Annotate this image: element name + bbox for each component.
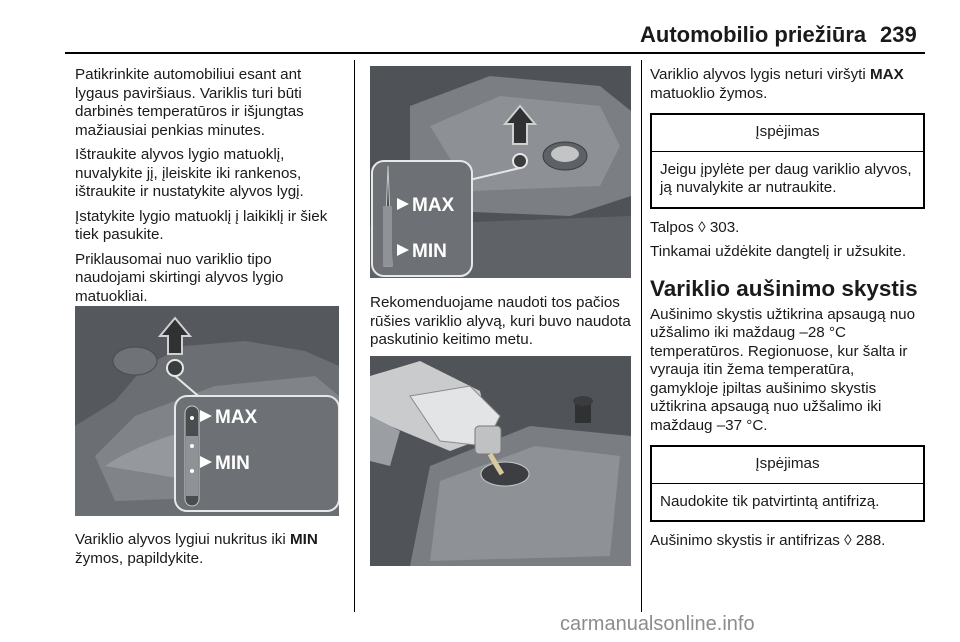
column-divider-2 (641, 60, 642, 612)
paragraph-pull-dipstick: Ištraukite alyvos lygio matuoklį, nuvalykite jį, įleiskite iki rankenos, ištraukite ir nustatykite alyvos lygį. (75, 146, 304, 200)
warning-body-1: Jeigu įpylėte per daug variklio alyvos, ją nuvalykite ar nutraukite. (660, 160, 912, 196)
watermark: carmanualsonline.info (560, 613, 755, 635)
engine-dipstick-illustration-1 (75, 306, 339, 516)
warning-box-antifreeze (650, 445, 925, 522)
page-header-title: Automobilio priežiūra (640, 22, 867, 47)
max-text-after: matuoklio žymos. (650, 84, 768, 102)
min-label-1: MIN (215, 453, 250, 474)
reference-capacities[interactable]: Talpos ◊ 303. (650, 218, 740, 236)
oil-pouring-illustration (370, 356, 631, 566)
max-label-1: MAX (215, 407, 258, 428)
refill-text-before: Variklio alyvos lygiui nukritus iki (75, 531, 290, 548)
reference-coolant-antifreeze[interactable]: Aušinimo skystis ir antifrizas ◊ 288. (650, 532, 886, 549)
warning-body-2: Naudokite tik patvirtintą antifrizą. (660, 492, 880, 510)
paragraph-cap-close: Tinkamai uždėkite dangtelį ir užsukite. (650, 243, 907, 260)
warning-title-1: Įspėjimas (652, 115, 923, 152)
section-heading-coolant: Variklio aušinimo skystis (650, 275, 918, 301)
column-3 (650, 66, 925, 557)
paragraph-min-refill (75, 531, 345, 568)
paragraph-dipstick-types: Priklausomai nuo variklio tipo naudojami skirtingi alyvos lygio matuokliai. (75, 250, 284, 305)
paragraph-coolant-protection: Aušinimo skystis užtikrina apsaugą nuo užšalimo iki maždaug –28 °C temperatūros. Regionuose, kur šalta ir vyrauja itin žema temperatūra, gamykloje įpiltas aušinimo skystis užtikrina apsaugą nuo užšalimo iki maždaug –37 °C. (650, 305, 916, 434)
refill-min-bold: MIN (289, 531, 318, 548)
max-label-2: MAX (412, 195, 455, 216)
refill-text-after: žymos, papildykite. (75, 549, 204, 567)
paragraph-max-limit (650, 66, 925, 103)
header-rule (65, 52, 925, 54)
page-number: 239 (880, 22, 917, 47)
column-divider-1 (354, 60, 355, 612)
paragraph-insert-dipstick: Įstatykite lygio matuoklį į laikiklį ir šiek tiek pasukite. (75, 207, 328, 243)
column-1 (75, 66, 345, 312)
paragraph-check-level: Patikrinkite automobiliui esant ant lygaus paviršiaus. Variklis turi būti darbinės temperatūros ir išjungtas mažiausiai penkias minutes. (75, 66, 304, 139)
max-bold: MAX (870, 66, 904, 83)
paragraph-oil-recommendation: Rekomenduojame naudoti tos pačios rūšies variklio alyvą, kuri buvo naudota paskutinio keitimo metu. (370, 294, 631, 348)
max-text-before: Variklio alyvos lygis neturi viršyti (650, 66, 870, 83)
min-label-2: MIN (412, 241, 447, 262)
warning-box-overfill (650, 113, 925, 209)
column-2-text (370, 294, 635, 356)
engine-dipstick-illustration-2 (370, 66, 631, 278)
warning-title-2: Įspėjimas (652, 447, 923, 484)
